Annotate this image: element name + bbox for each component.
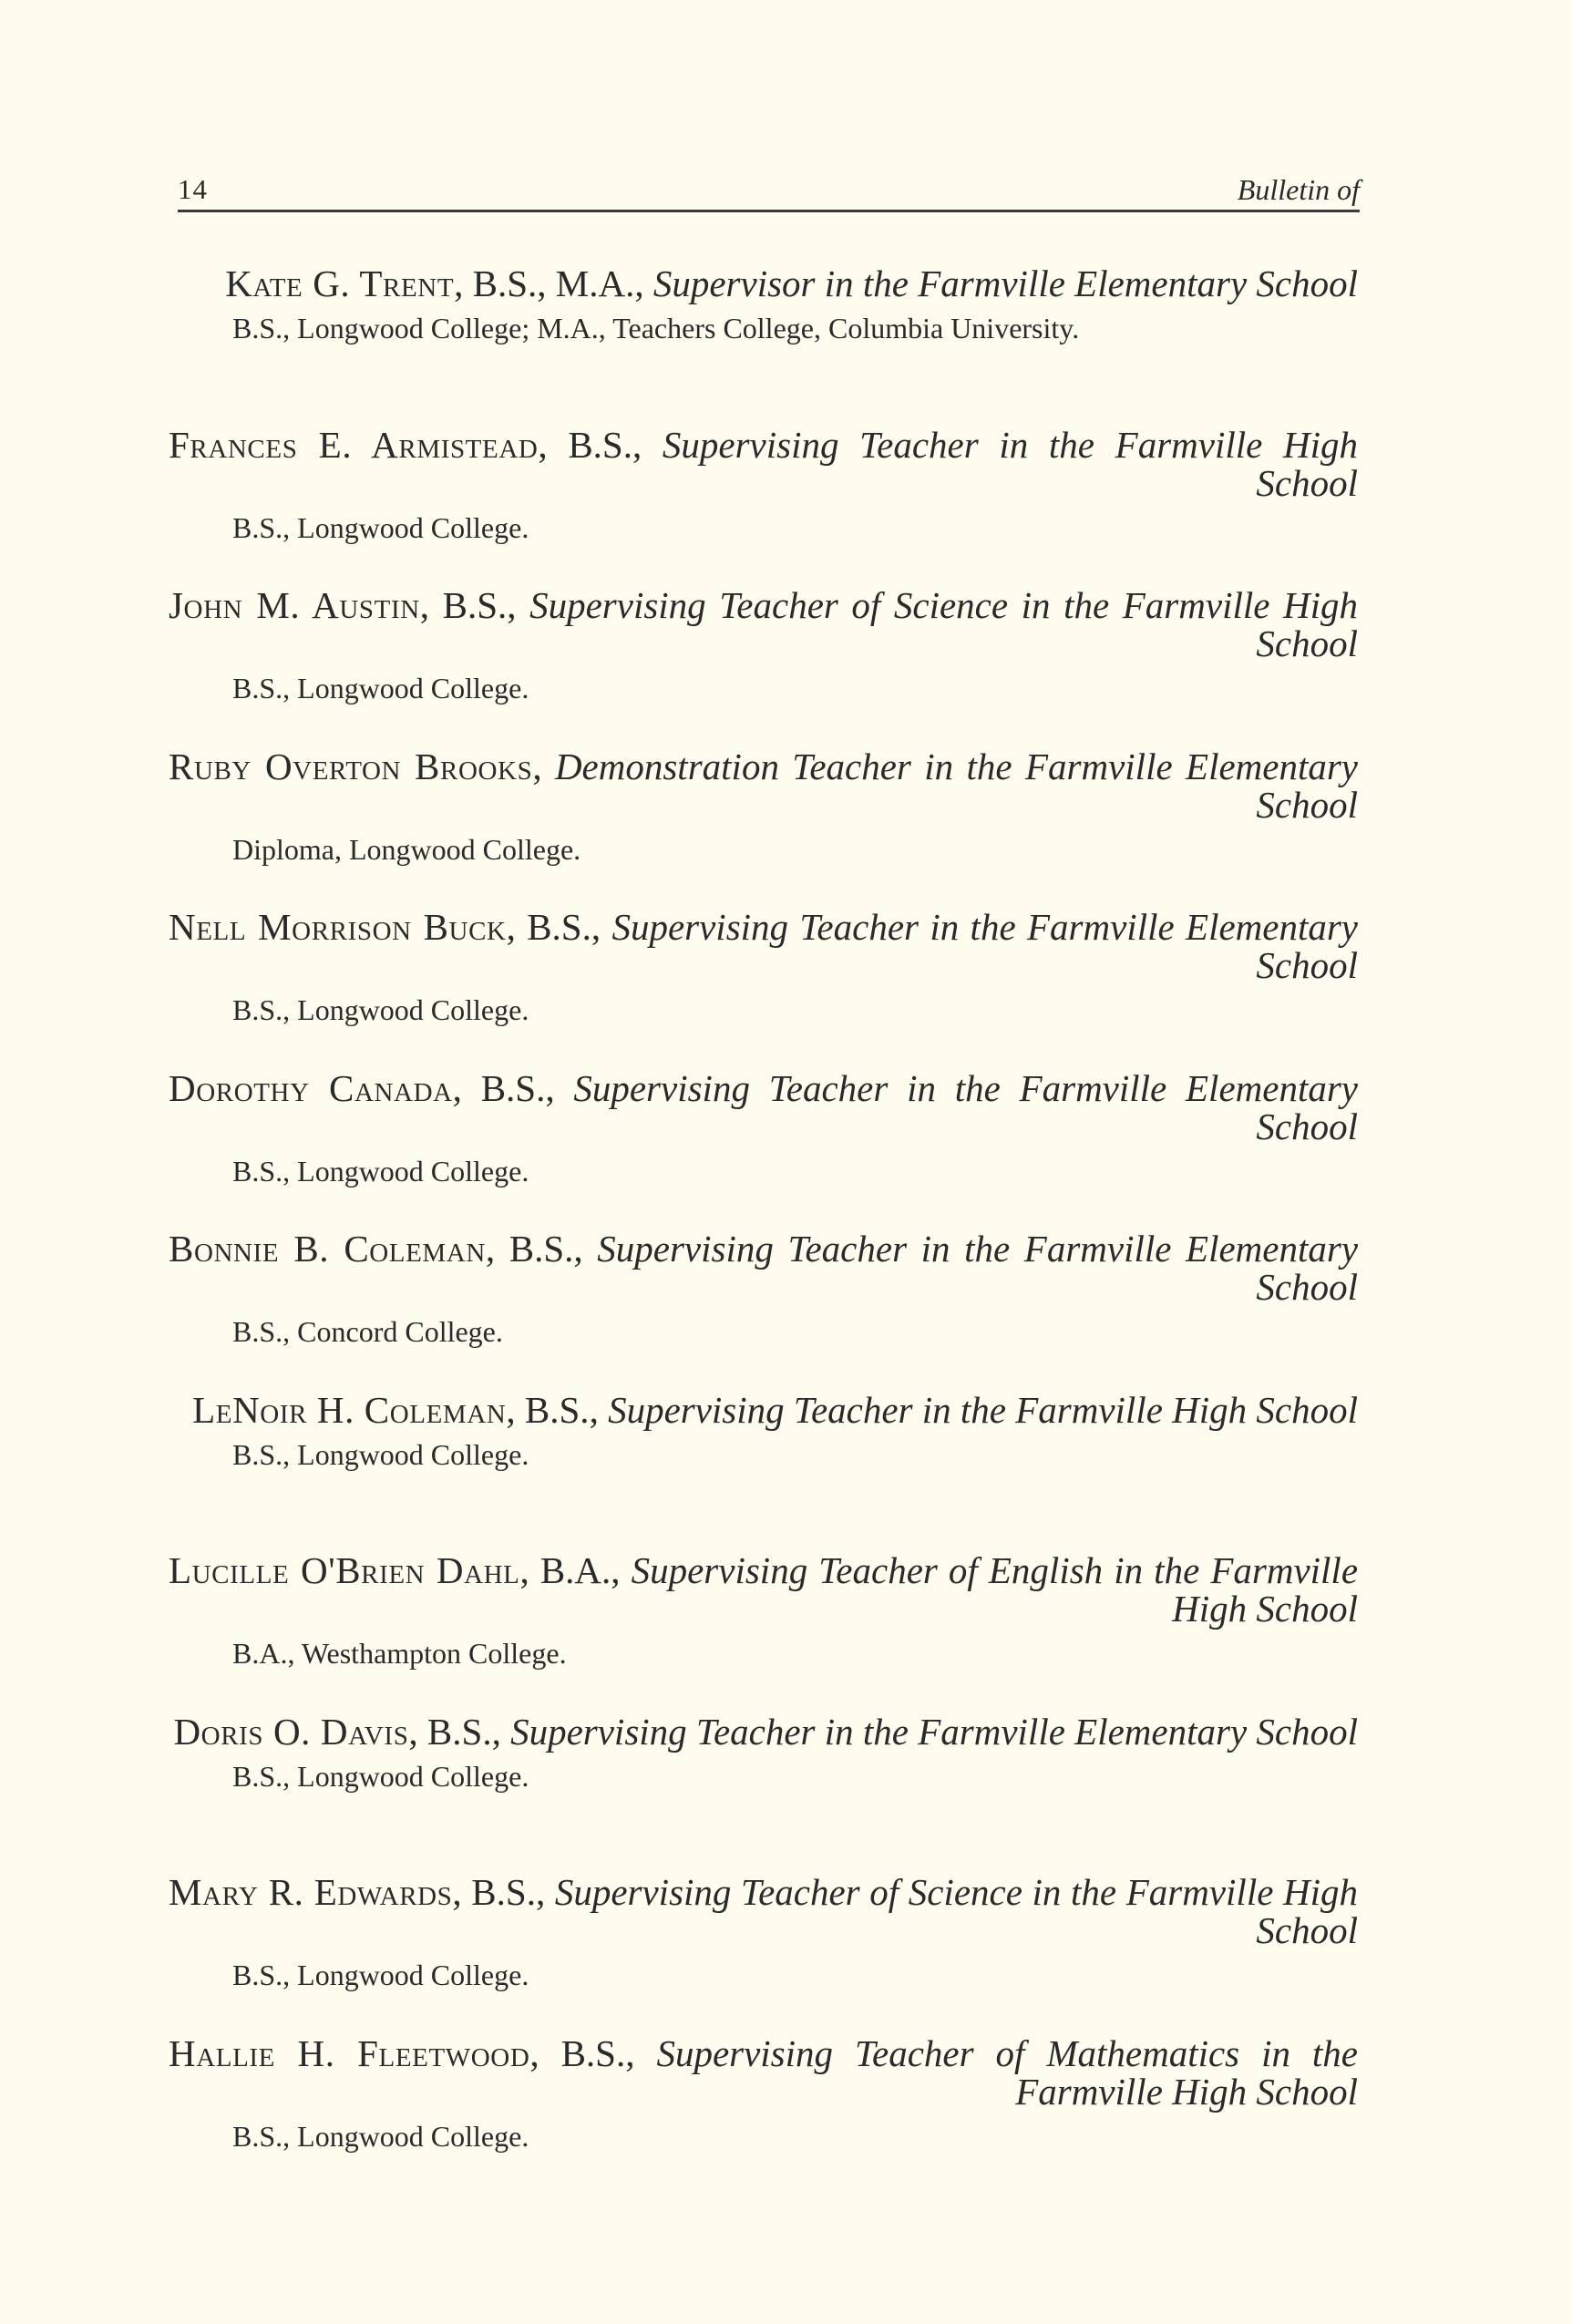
credentials: B.S., Concord College. [232, 1315, 503, 1348]
person-degrees: B.A. [539, 1549, 611, 1591]
faculty-entry [169, 908, 1358, 1069]
person-name: Nell Morrison Buck [169, 906, 507, 948]
entry-heading: John M. Austin, B.S., Supervising Teacher of Science in the Farmville High School [169, 584, 1359, 664]
position-title: Supervising Teacher in the Farmville Elementary School [573, 1066, 1358, 1147]
person-name: Doris O. Davis [173, 1710, 409, 1753]
credentials: B.S., Longwood College. [232, 2119, 529, 2153]
faculty-list [169, 264, 1358, 2195]
position-title: Supervisor in the Farmville Elementary School [652, 262, 1358, 304]
entry-heading: Lucille O'Brien Dahl, B.A., Supervising Teacher of English in the Farmville High School [169, 1549, 1359, 1630]
entry-heading: Kate G. Trent, B.S., M.A., Supervisor in the Farmville Elementary School [225, 262, 1358, 304]
entry-heading: Nell Morrison Buck, B.S., Supervising Teacher in the Farmville Elementary School [169, 906, 1359, 986]
entry-heading: Dorothy Canada, B.S., Supervising Teacher in the Farmville Elementary School [169, 1066, 1358, 1147]
page-number: 14 [178, 173, 208, 205]
credentials: B.S., Longwood College; M.A., Teachers College, Columbia University. [232, 312, 1080, 344]
person-name: Ruby Overton Brooks [169, 745, 533, 787]
faculty-entry [169, 1066, 1358, 1230]
credentials: B.S., Longwood College. [232, 672, 529, 704]
position-title: Demonstration Teacher in the Farmville Elementary School [554, 745, 1359, 826]
person-degrees: B.S. [509, 1228, 574, 1270]
entry-heading: Bonnie B. Coleman, B.S., Supervising Teacher in the Farmville Elementary School [169, 1228, 1359, 1308]
person-name: Frances E. Armistead [169, 423, 539, 466]
person-name: Mary R. Edwards [169, 1871, 453, 1913]
person-degrees: B.S. [524, 1388, 590, 1431]
credentials: B.S., Longwood College. [232, 993, 529, 1026]
person-degrees: B.S. [480, 1066, 546, 1109]
position-title: Supervising Teacher of English in the Farmville High School [631, 1549, 1359, 1630]
entry-heading: Hallie H. Fleetwood, B.S., Supervising Teacher of Mathematics in the Farmville High School [169, 2031, 1359, 2113]
person-degrees: B.S. [560, 2031, 626, 2074]
person-name: Hallie H. Fleetwood [169, 2031, 530, 2074]
person-degrees: B.S. [527, 906, 591, 948]
credentials: B.S., Longwood College. [232, 1437, 529, 1471]
person-degrees: B.S. [426, 1710, 492, 1753]
faculty-entry [169, 264, 1358, 426]
position-title: Supervising Teacher in the Farmville Elementary School [510, 1710, 1358, 1753]
position-title: Supervising Teacher in the Farmville Elementary School [611, 906, 1359, 986]
faculty-entry [169, 1551, 1358, 1712]
faculty-entry [169, 1873, 1358, 2034]
credentials: B.S., Longwood College. [232, 1959, 529, 1991]
person-degrees: B.S. [471, 1871, 536, 1913]
person-degrees: B.S., M.A. [472, 262, 635, 304]
faculty-entry [169, 586, 1358, 747]
credentials: B.S., Longwood College. [232, 1154, 529, 1188]
person-name: John M. Austin [169, 584, 420, 626]
position-title: Supervising Teacher in the Farmville Elementary School [597, 1228, 1359, 1308]
entry-heading: Mary R. Edwards, B.S., Supervising Teacher of Science in the Farmville High School [169, 1871, 1359, 1951]
person-name: Lucille O'Brien Dahl [169, 1549, 520, 1591]
credentials: B.S., Longwood College. [232, 1759, 529, 1793]
credentials: Diploma, Longwood College. [232, 832, 581, 866]
person-degrees: B.S. [442, 584, 508, 626]
position-title: Supervising Teacher of Mathematics in the Farmville High School [656, 2031, 1359, 2113]
faculty-entry [169, 1712, 1358, 1874]
person-name: LeNoir H. Coleman [192, 1388, 507, 1431]
entry-heading: LeNoir H. Coleman, B.S., Supervising Teacher in the Farmville High School [192, 1388, 1358, 1431]
faculty-entry [169, 423, 1358, 587]
faculty-entry [169, 1229, 1358, 1391]
position-title: Supervising Teacher of Science in the Farmville High School [529, 584, 1359, 664]
entry-heading: Doris O. Davis, B.S., Supervising Teacher in the Farmville Elementary School [173, 1710, 1358, 1753]
position-title: Supervising Teacher of Science in the Farmville High School [554, 1871, 1359, 1951]
position-title: Supervising Teacher in the Farmville High School [662, 423, 1358, 504]
person-name: Bonnie B. Coleman [169, 1228, 486, 1270]
person-degrees: B.S. [568, 423, 632, 466]
credentials: B.S., Longwood College. [232, 510, 529, 544]
entry-heading: Frances E. Armistead, B.S., Supervising Teacher in the Farmville High School [169, 423, 1358, 504]
person-name: Dorothy Canada [169, 1066, 453, 1109]
running-head: Bulletin of [1237, 173, 1360, 206]
faculty-entry [169, 2031, 1359, 2195]
faculty-entry [169, 1388, 1358, 1552]
person-name: Kate G. Trent [225, 262, 455, 304]
faculty-entry [169, 747, 1358, 909]
page-header [178, 173, 1360, 212]
position-title: Supervising Teacher in the Farmville High School [608, 1388, 1358, 1431]
entry-heading: Ruby Overton Brooks, Demonstration Teacher in the Farmville Elementary School [169, 745, 1359, 826]
credentials: B.A., Westhampton College. [232, 1637, 567, 1670]
